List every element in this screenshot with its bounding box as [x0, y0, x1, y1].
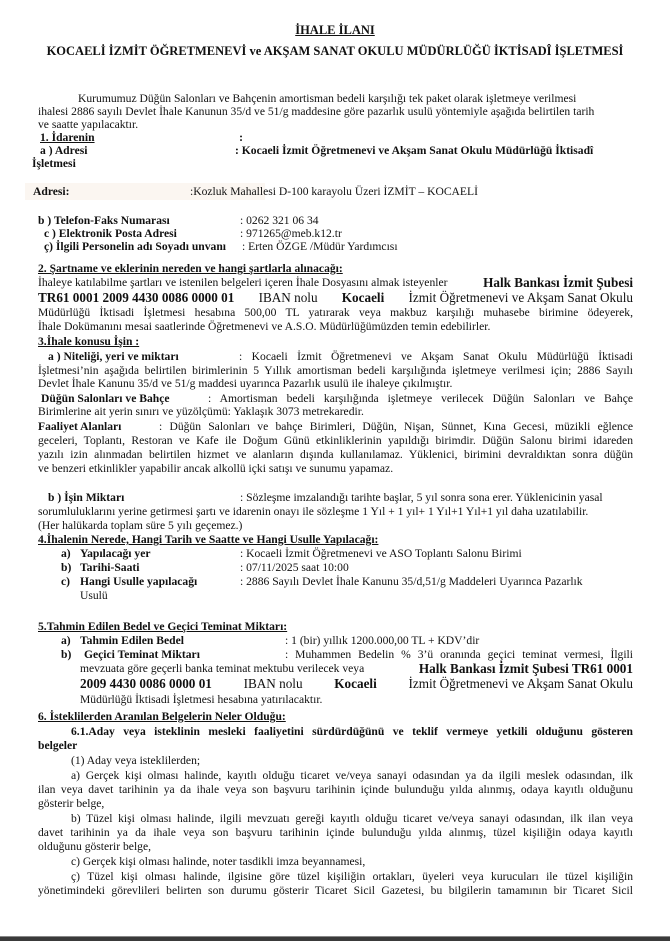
item-marker: a) [61, 634, 71, 647]
adresi-value: : Kocaeli İzmit Öğretmenevi ve Akşam Sanat Okulu Müdürlüğü İktisadî [235, 144, 594, 157]
institution-text: İzmit Öğretmenevi ve Akşam Sanat Okulu [408, 676, 633, 691]
tarih-value: : 07/11/2025 saat 10:00 [240, 561, 349, 574]
intro-line: Kurumumuz Düğün Salonları ve Bahçenin amortisman bedeli karşılığı tek paket olarak işletmeye verilmesi [78, 92, 577, 105]
adresi-label: a ) Adresi [40, 144, 88, 157]
teminat-line [80, 662, 633, 675]
iban-label: IBAN nolu [258, 290, 318, 305]
isin-miktari-value: : Sözleşme imzalandığı tarihte başlar, 5 yıl sonra sona erer. Yüklenicinin yasal [240, 491, 603, 504]
faaliyet-line: ve benzeri etkinlikler yapabilir ancak alkollü içki satışı ve sunumu yapamaz. [38, 462, 394, 475]
adresi-value-cont: İşletmesi [32, 157, 76, 170]
item-marker: a) [61, 547, 71, 560]
section-2-line [38, 276, 633, 289]
institution-text: İzmit Öğretmenevi ve Akşam Sanat Okulu [408, 290, 633, 305]
iban-number: TR61 0001 2009 4430 0086 0000 01 [38, 290, 235, 305]
iban-number: 2009 4430 0086 0000 01 [80, 676, 212, 691]
institution-bold: Kocaeli [341, 290, 385, 305]
telefon-label: b ) Telefon-Faks Numarası [38, 214, 170, 227]
tarih-label: Tarihi-Saati [80, 561, 140, 574]
iban-label: IBAN nolu [243, 676, 303, 691]
personel-label: ç) İlgili Personelin adı Soyadı unvanı [44, 240, 226, 253]
section-1-heading-colon: : [239, 131, 243, 144]
paragraph-a: gösterir belge, [38, 797, 105, 810]
usul-value: : 2886 Sayılı Devlet İhale Kanunu 35/d,51/g Maddeleri Uyarınca Pazarlık [240, 575, 583, 588]
usul-value-cont: Usulü [80, 589, 108, 602]
teminat-text: mevzuata göre geçerli banka teminat mektubu verilecek veya [80, 662, 365, 675]
paragraph-cc: yönetimindeki görevlileri belirten son durumu gösterir Ticaret Sicil Gazetesi, bu bilgilerin tamamının bir Ticaret Sicil [38, 884, 633, 897]
institution-bold: Kocaeli [334, 676, 377, 691]
nitelik-label: a ) Niteliği, yeri ve miktarı [48, 350, 179, 363]
faaliyet-line: yazılı izin alınmadan belirtilen hizmet ve alanların dışında kullanılamaz. Yüklenici, birimini devraldıktan sonra düğün [38, 448, 633, 461]
paragraph-b: davet tarihinin ya da ihale veya son başvuru tarihinin içinde bulunduğu yılda alınmış, tüzel kişiliğin odaya kayıtlı [38, 826, 633, 839]
section-4-heading: 4.İhalenin Nerede, Hangi Tarih ve Saatte ve Hangi Usulle Yapılacağı: [38, 533, 379, 546]
faaliyet-label: Faaliyet Alanları [38, 420, 122, 433]
nitelik-line: İşletmesi’nin aşağıda belirtilen birimlerinin 5 Yıllık amortisman bedeli karşılığında işletmeye verilmesi için; 2886 Sayılı [38, 364, 633, 377]
paragraph-1: (1) Aday veya isteklilerden; [71, 754, 201, 767]
faaliyet-value: : Düğün Salonları ve bahçe Birimleri, Düğün, Nişan, Sünnet, Kına Gecesi, müzikli eğlence [159, 420, 633, 433]
faaliyet-line: geceleri, Toplantı, Restoran ve Kafe ile Doğum Günü etkinliklerinin yapıldığı birimdir. Düğün Salonu birimi idareden [38, 434, 633, 447]
teminat-value: : Muhammen Bedelin % 3’ü oranında geçici teminat vermesi, İlgili [285, 648, 633, 661]
eposta-value: : 971265@meb.k12.tr [240, 227, 342, 240]
intro-line: ihalesi 2886 sayılı Devlet İhale Kanunun 35/d ve 51/g maddesine göre pazarlık usulü yöntemiyle aşağıda belirtilen tarih [38, 105, 595, 118]
dugun-label: Düğün Salonları ve Bahçe [41, 392, 170, 405]
tahmin-value: : 1 (bir) yıllık 1200.000,00 TL + KDV’dir [285, 634, 480, 647]
section-2-heading: 2. Şartname ve eklerinin nereden ve hangi şartlarla alınacağı: [38, 262, 343, 275]
item-marker: c) [61, 575, 71, 588]
paragraph-a: ilan veya davet tarihinin ya da ihale veya son başvuru tarihinin içinde bulunduğu yılda alınmış, odaya kayıtlı olduğunu [38, 783, 633, 796]
page-bottom-border [0, 936, 670, 941]
yer-label: Yapılacağı yer [80, 547, 151, 560]
page-title: İHALE İLANI [295, 23, 375, 37]
teminat-label: Geçici Teminat Miktarı [84, 648, 200, 661]
dugun-value: : Amortisman bedeli karşılığında işletmeye verilecek Düğün Salonları ve Bahçe [208, 392, 633, 405]
intro-line: ve saatte yapılacaktır. [38, 118, 139, 131]
item-marker: b) [61, 561, 72, 574]
yer-value: : Kocaeli İzmit Öğretmenevi ve ASO Toplantı Salonu Birimi [240, 547, 522, 560]
section-2-line [38, 291, 633, 304]
section-1-heading-text: 1. İdarenin [40, 131, 95, 144]
adres-value: :Kozluk Mahallesi D-100 karayolu Üzeri İZMİT – KOCAELİ [190, 185, 478, 198]
teminat-line [80, 677, 633, 690]
isin-miktari-line: (Her halükarda toplam süre 5 yılı geçemez.) [38, 519, 243, 532]
paragraph-cc: ç) Tüzel kişi olması halinde, ilgisine göre tüzel kişiliğin ortakları, üyeleri veya kurucuları ile tüzel kişiliğin [71, 870, 633, 883]
nitelik-line: Devlet İhale Kanunu 35/d ve 51/g maddesi uyarınca Pazarlık usulü ile ihaleye çıkılmıştır. [38, 377, 453, 390]
usul-label: Hangi Usulle yapılacağı [80, 575, 198, 588]
nitelik-value: : Kocaeli İzmit Öğretmenevi ve Akşam Sanat Okulu Müdürlüğü İktisadi [239, 350, 633, 363]
section-3-heading: 3.İhale konusu İşin : [38, 335, 140, 348]
isin-miktari-label: b ) İşin Miktarı [48, 491, 125, 504]
bank-name: Halk Bankası İzmit Şubesi TR61 0001 [418, 661, 633, 676]
telefon-value: : 0262 321 06 34 [240, 214, 319, 227]
section-2-line: Müdürlüğü İktisadi İşletmesi hesabına 500,00 TL yatırarak veya makbuz karşılığı muhasebe birimine ödeyerek, [38, 306, 633, 319]
section-5-heading: 5.Tahmin Edilen Bedel ve Geçici Teminat Miktarı: [38, 620, 288, 633]
adres-label: Adresi: [33, 185, 70, 198]
eposta-label: c ) Elektronik Posta Adresi [44, 227, 177, 240]
dugun-line: Birimlerine ait yerin sınırı ve yüzölçümü: Yaklaşık 3073 metrekaredir. [38, 405, 364, 418]
bank-name: Halk Bankası İzmit Şubesi [483, 275, 633, 290]
section-6-1: 6.1.Aday veya isteklinin mesleki faaliyetini sürdürdüğünü ve teklif vermeye yetkili olduğunu gösteren [71, 725, 633, 738]
paragraph-b: olduğunu gösterir belge, [38, 840, 152, 853]
section-1-heading [40, 131, 243, 144]
item-marker: b) [61, 648, 72, 661]
paragraph-c: c) Gerçek kişi olması halinde, noter tasdikli imza beyannamesi, [71, 855, 366, 868]
personel-value: : Erten ÖZGE /Müdür Yardımcısı [242, 240, 398, 253]
paragraph-b: b) Tüzel kişi olması halinde, ilgili mevzuatı gereği kayıtlı olduğu ticaret ve/veya sanayi odasından, ilk ilan veya [71, 812, 633, 825]
section-2-line: İhale Dokümanını mesai saatlerinde Öğretmenevi ve A.S.O. Müdürlüğümüzden temin edebilirler. [38, 320, 491, 333]
page-subtitle: KOCAELİ İZMİT ÖĞRETMENEVİ ve AKŞAM SANAT OKULU MÜDÜRLÜĞÜ İKTİSADÎ İŞLETMESİ [46, 44, 624, 58]
section-6-1-cont: belgeler [38, 739, 78, 752]
section-2-text: İhaleye katılabilme şartları ve istenilen belgeleri içeren İhale Dosyasını almak isteyenler [38, 276, 448, 289]
isin-miktari-line: sorumluluklarını yerine getirmesi şartı ve idarenin onayı ile sözleşme 1 Yıl + 1 yıl+ 1 Yıl+1 Yıl+1 yıl daha uzatılabilir. [38, 505, 589, 518]
paragraph-a: a) Gerçek kişi olması halinde, kayıtlı olduğu ticaret ve/veya sanayi odasından ya da ilgili meslek odasından, ilk [71, 769, 633, 782]
section-6-heading: 6. İsteklilerden Aranılan Belgelerin Neler Olduğu: [38, 710, 286, 723]
teminat-line: Müdürlüğü İktisadi İşletmesi hesabına yatırılacaktır. [80, 693, 323, 706]
tahmin-label: Tahmin Edilen Bedel [80, 634, 184, 647]
